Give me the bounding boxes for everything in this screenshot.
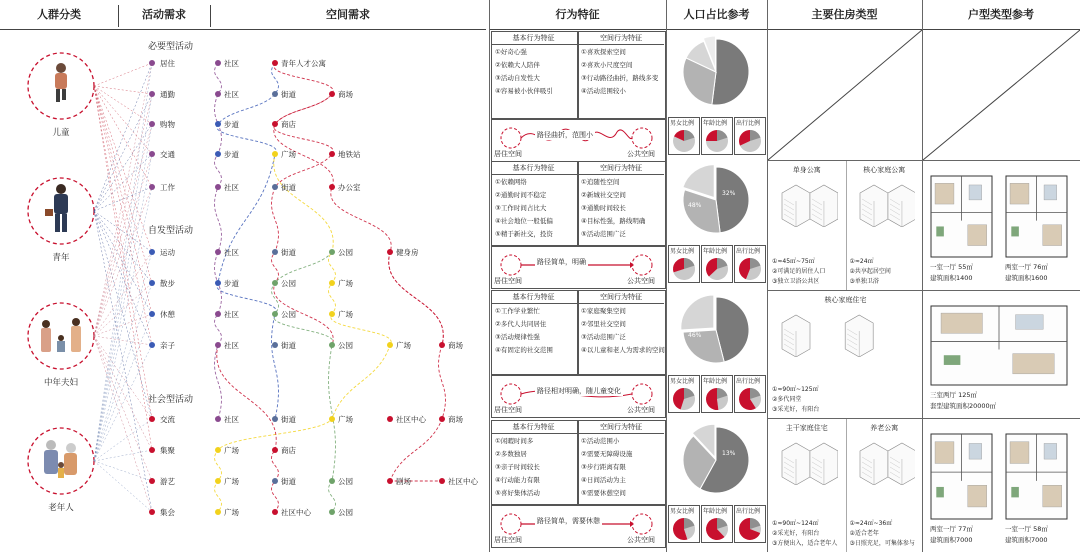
housing-axonometric bbox=[776, 177, 838, 227]
small-pie-label: 男女比例 bbox=[670, 120, 695, 127]
space-label: 社区中心 bbox=[281, 508, 311, 517]
crowd-activity-link bbox=[94, 94, 152, 461]
crowd-activity-link bbox=[94, 211, 152, 419]
space-dot bbox=[439, 342, 445, 348]
small-pie-label: 男女比例 bbox=[670, 378, 695, 385]
behavior-basic-item: ④社会地位一般低偏 bbox=[495, 217, 553, 225]
crowd-activity-link bbox=[94, 86, 152, 419]
space-label: 青年人才公寓 bbox=[281, 59, 326, 68]
housing-split bbox=[846, 419, 847, 552]
floor-plan bbox=[1005, 175, 1068, 258]
person-illustration bbox=[44, 440, 77, 478]
person-illustration bbox=[55, 63, 67, 102]
crowd-activity-link bbox=[94, 336, 152, 345]
crowd-activity-link bbox=[94, 63, 152, 461]
space-label: 商店 bbox=[281, 120, 296, 129]
space-dot bbox=[439, 416, 445, 422]
space-label: 街道 bbox=[281, 341, 296, 350]
space-label: 地铁站 bbox=[338, 150, 361, 159]
behavior-basic-item: ④有固定的社交范围 bbox=[495, 346, 553, 354]
crowd-activity-link bbox=[94, 336, 152, 419]
housing-note: ①≈24㎡ bbox=[849, 258, 874, 265]
activity-label-9: 交流 bbox=[160, 415, 175, 424]
unit-caption: 一室一厅 58㎡ bbox=[1005, 525, 1048, 533]
header-behavior: 行为特征 bbox=[555, 8, 600, 21]
space-dot bbox=[272, 509, 278, 515]
space-dot bbox=[215, 151, 221, 157]
path-text: 路径曲折，范围小 bbox=[537, 131, 593, 139]
housing-note: ②共享起居空间 bbox=[849, 268, 891, 275]
behavior-title-rule bbox=[491, 174, 664, 175]
behavior-title-rule bbox=[491, 44, 664, 45]
space-dot bbox=[215, 280, 221, 286]
behavior-basic-title: 基本行为特征 bbox=[512, 423, 555, 431]
space-flow-line bbox=[215, 154, 392, 512]
housing-split bbox=[846, 161, 847, 290]
crowd-activity-link bbox=[94, 154, 152, 336]
unit-caption: 一室一厅 55㎡ bbox=[930, 263, 973, 271]
space-label: 剧场 bbox=[396, 477, 411, 486]
space-label: 街道 bbox=[281, 248, 296, 257]
header-space: 空间需求 bbox=[326, 8, 370, 21]
housing-type-label: 养老公寓 bbox=[870, 424, 899, 432]
space-label: 广场 bbox=[338, 279, 353, 288]
unit-area: 建筑面积7000 bbox=[1005, 536, 1048, 544]
header-housing: 主要住房类型 bbox=[811, 8, 878, 21]
unit-area: 套型建筑面积20000㎡ bbox=[930, 402, 997, 410]
behavior-basic-item: ③亲子时间较长 bbox=[495, 463, 540, 471]
behavior-space-item: ③通勤时间较长 bbox=[581, 204, 626, 212]
activity-label-6: 散步 bbox=[160, 279, 175, 288]
behavior-basic-item: ①好奇心强 bbox=[495, 48, 527, 56]
behavior-basic-item: ①闲暇时间多 bbox=[495, 437, 534, 445]
housing-diagonals bbox=[768, 30, 1080, 160]
space-dot bbox=[272, 121, 278, 127]
space-dot bbox=[215, 249, 221, 255]
space-dot bbox=[329, 509, 335, 515]
small-pie-label: 出行比例 bbox=[736, 248, 761, 255]
housing-note: ③日照充足，可集体参与 bbox=[849, 540, 915, 547]
space-dot bbox=[329, 184, 335, 190]
behavior-space-title: 空间行为特征 bbox=[600, 34, 642, 42]
housing-type-label: 核心家庭住宅 bbox=[824, 296, 867, 304]
crowd-activity-link bbox=[94, 86, 152, 450]
path-to: 公共空间 bbox=[627, 150, 655, 158]
floor-plan bbox=[930, 305, 1068, 386]
activity-dot bbox=[149, 249, 155, 255]
behavior-space-item: ①喜欢探索空间 bbox=[581, 48, 626, 56]
space-dot bbox=[329, 416, 335, 422]
crowd-activity-link bbox=[94, 211, 152, 512]
space-label: 健身房 bbox=[396, 248, 419, 257]
crowd-activity-link bbox=[94, 124, 152, 461]
crowd-activity-link bbox=[94, 63, 152, 86]
unit-caption: 两室一厅 77㎡ bbox=[930, 525, 973, 533]
pie-percent-label: 13% bbox=[722, 450, 736, 457]
crowd-activity-link bbox=[94, 86, 152, 154]
path-from: 居住空间 bbox=[494, 150, 522, 158]
activity-label-10: 集聚 bbox=[160, 446, 175, 455]
header-crowd: 人群分类 bbox=[37, 8, 81, 21]
behavior-basic-item: ②多数独居 bbox=[495, 450, 527, 458]
crowd-activity-link bbox=[94, 94, 152, 211]
behavior-space-item: ①追随性空间 bbox=[581, 178, 620, 186]
floor-plan bbox=[1005, 433, 1068, 520]
behavior-space-title: 空间行为特征 bbox=[600, 293, 642, 301]
space-label: 社区中心 bbox=[448, 477, 478, 486]
activity-label-2: 购物 bbox=[160, 120, 175, 129]
space-label: 步道 bbox=[224, 150, 239, 159]
activity-dot bbox=[149, 280, 155, 286]
housing-type-label: 主干家庭住宅 bbox=[785, 424, 828, 432]
crowd-activity-link bbox=[94, 154, 152, 211]
behavior-basic-title: 基本行为特征 bbox=[512, 164, 555, 172]
behavior-basic-item: ①依赖网络 bbox=[495, 178, 527, 186]
behavior-basic-item: ⑤精于新社交，投资 bbox=[495, 230, 553, 238]
behavior-title-rule bbox=[491, 303, 664, 304]
crowd-activity-link bbox=[94, 336, 152, 512]
path-to: 公共空间 bbox=[627, 536, 655, 544]
crowd-activity-link bbox=[94, 336, 152, 450]
pie-percent-label: 32% bbox=[722, 190, 736, 197]
space-label: 商店 bbox=[281, 446, 296, 455]
space-label: 街道 bbox=[281, 415, 296, 424]
row-divider-3 bbox=[767, 418, 1080, 419]
behavior-basic-item: ②依赖大人陪伴 bbox=[495, 61, 540, 69]
behavior-basic-title: 基本行为特征 bbox=[512, 293, 555, 301]
space-label: 步道 bbox=[224, 120, 239, 129]
space-dot bbox=[329, 280, 335, 286]
space-dot bbox=[215, 478, 221, 484]
crowd-activity-link bbox=[94, 283, 152, 336]
unit-caption: 两室一厅 76㎡ bbox=[1005, 263, 1048, 271]
behavior-space-item: ③行动路径曲折，路线多变 bbox=[581, 74, 659, 82]
crowd-activity-link bbox=[94, 252, 152, 461]
space-dot bbox=[215, 447, 221, 453]
person-illustration bbox=[45, 184, 68, 232]
space-flow-line bbox=[217, 63, 279, 419]
activity-label-4: 工作 bbox=[160, 183, 175, 192]
pie-percent-label: 48% bbox=[688, 202, 702, 209]
small-pie-label: 年龄比例 bbox=[703, 248, 728, 255]
space-dot bbox=[215, 509, 221, 515]
space-label: 广场 bbox=[338, 415, 353, 424]
path-from: 居住空间 bbox=[494, 277, 522, 285]
space-dot bbox=[329, 91, 335, 97]
behavior-space-item: ③活动范围广泛 bbox=[581, 333, 626, 341]
behavior-basic-item: ③活动规律性强 bbox=[495, 333, 540, 341]
crowd-activity-link bbox=[94, 283, 152, 461]
activity-dot bbox=[149, 60, 155, 66]
network-diagram bbox=[0, 30, 489, 552]
floor-plan bbox=[930, 433, 993, 520]
small-pie-label: 年龄比例 bbox=[703, 378, 728, 385]
behavior-space-item: ②邻里社交空间 bbox=[581, 320, 626, 328]
person-label: 儿童 bbox=[52, 128, 70, 138]
space-label: 广场 bbox=[338, 310, 353, 319]
person-label: 老年人 bbox=[48, 503, 74, 513]
space-label: 广场 bbox=[224, 477, 239, 486]
space-label: 社区 bbox=[224, 248, 239, 257]
small-pie-label: 年龄比例 bbox=[703, 508, 728, 515]
space-label: 公园 bbox=[338, 508, 353, 517]
space-dot bbox=[215, 91, 221, 97]
activity-label-5: 运动 bbox=[160, 248, 175, 257]
person-label: 中年夫妇 bbox=[43, 378, 78, 388]
housing-note: ②可满足的居住人口 bbox=[772, 268, 826, 275]
housing-note: ①≈90㎡~124㎡ bbox=[772, 520, 819, 527]
behavior-basic-item: ③活动自发性大 bbox=[495, 74, 540, 82]
activity-dot bbox=[149, 342, 155, 348]
housing-note: ②适合老年 bbox=[849, 530, 879, 537]
activity-label-7: 休憩 bbox=[160, 310, 175, 319]
space-label: 公园 bbox=[338, 248, 353, 257]
crowd-activity-link bbox=[94, 314, 152, 461]
space-dot bbox=[215, 342, 221, 348]
space-label: 社区 bbox=[224, 341, 239, 350]
group-necessary: 必要型活动 bbox=[148, 42, 194, 52]
space-dot bbox=[272, 151, 278, 157]
space-label: 办公室 bbox=[338, 183, 361, 192]
floor-plan bbox=[930, 175, 993, 258]
space-label: 社区 bbox=[224, 183, 239, 192]
crowd-activity-link bbox=[94, 211, 152, 283]
space-flow-line bbox=[272, 252, 336, 512]
population-pie-slice bbox=[712, 39, 749, 105]
person-label: 青年 bbox=[52, 253, 70, 263]
space-dot bbox=[215, 416, 221, 422]
population-pies bbox=[667, 30, 767, 552]
header-unit: 户型类型参考 bbox=[968, 8, 1034, 21]
behavior-space-title: 空间行为特征 bbox=[600, 423, 642, 431]
pie-percent-label: 46% bbox=[688, 332, 702, 339]
behavior-basic-item: ④行动能力有限 bbox=[495, 476, 540, 484]
housing-note: ③单独卫浴 bbox=[849, 278, 879, 285]
space-label: 街道 bbox=[281, 477, 296, 486]
behavior-space-item: ④活动范围较小 bbox=[581, 87, 626, 95]
space-label: 公园 bbox=[338, 341, 353, 350]
space-label: 步道 bbox=[224, 279, 239, 288]
space-dot bbox=[215, 121, 221, 127]
path-to: 公共空间 bbox=[627, 277, 655, 285]
space-dot bbox=[439, 478, 445, 484]
activity-dot bbox=[149, 447, 155, 453]
space-dot bbox=[329, 478, 335, 484]
behavior-space-item: ④以儿童和老人为需求的空间 bbox=[581, 346, 665, 354]
housing-note: ③独立卫浴公共区 bbox=[772, 278, 820, 285]
space-dot bbox=[272, 478, 278, 484]
space-label: 社区 bbox=[224, 310, 239, 319]
space-dot bbox=[329, 151, 335, 157]
behavior-basic-item: ③工作时间占比大 bbox=[495, 204, 547, 212]
space-label: 公园 bbox=[338, 477, 353, 486]
space-dot bbox=[387, 342, 393, 348]
small-pie-label: 男女比例 bbox=[670, 248, 695, 255]
population-pie-slice bbox=[716, 167, 749, 233]
space-label: 公园 bbox=[281, 310, 296, 319]
small-pie-label: 出行比例 bbox=[736, 120, 761, 127]
behavior-space-item: ①活动范围小 bbox=[581, 437, 620, 445]
housing-note: ②采光好，有阳台 bbox=[772, 530, 820, 537]
crowd-activity-link bbox=[94, 86, 152, 94]
unit-area: 建筑面积1600 bbox=[1005, 274, 1048, 282]
person-illustration bbox=[41, 318, 81, 352]
behavior-space-item: ②新城社交空间 bbox=[581, 191, 626, 199]
space-flow-line bbox=[274, 63, 444, 345]
activity-label-11: 游艺 bbox=[160, 477, 175, 486]
space-flow-line bbox=[389, 252, 446, 481]
path-to: 公共空间 bbox=[627, 406, 655, 414]
space-dot bbox=[272, 91, 278, 97]
space-label: 广场 bbox=[281, 150, 296, 159]
space-label: 公园 bbox=[281, 279, 296, 288]
space-dot bbox=[387, 478, 393, 484]
activity-dot bbox=[149, 509, 155, 515]
housing-note: ①≈90㎡~125㎡ bbox=[772, 386, 819, 393]
behavior-space-item: ②喜欢小尺度空间 bbox=[581, 61, 633, 69]
person-circle bbox=[28, 428, 94, 494]
crowd-activity-link bbox=[94, 124, 152, 211]
space-label: 街道 bbox=[281, 183, 296, 192]
housing-type-label: 核心家庭公寓 bbox=[863, 166, 906, 174]
space-dot bbox=[272, 60, 278, 66]
population-pie-slice bbox=[681, 295, 714, 330]
space-label: 商场 bbox=[448, 415, 463, 424]
behavior-space-item: ②需要无障碍设施 bbox=[581, 450, 633, 458]
path-from: 居住空间 bbox=[494, 536, 522, 544]
space-dot bbox=[329, 311, 335, 317]
row-divider-1 bbox=[767, 160, 1080, 161]
group-spontaneous: 自发型活动 bbox=[148, 226, 194, 236]
crowd-activity-link bbox=[94, 94, 152, 336]
crowd-activity-link bbox=[94, 461, 152, 481]
behavior-basic-item: ②通勤时间不稳定 bbox=[495, 191, 547, 199]
header-divider-1 bbox=[118, 5, 119, 27]
small-pie-label: 出行比例 bbox=[736, 378, 761, 385]
behavior-space-item: ⑤需要休憩空间 bbox=[581, 489, 626, 497]
behavior-space-item: ③步行距离有限 bbox=[581, 463, 626, 471]
space-dot bbox=[272, 447, 278, 453]
activity-label-1: 通勤 bbox=[160, 90, 175, 99]
space-label: 商场 bbox=[338, 90, 353, 99]
behavior-basic-item: ⑤喜好集体活动 bbox=[495, 489, 540, 497]
crowd-activity-link bbox=[94, 187, 152, 461]
activity-label-0: 居住 bbox=[160, 59, 175, 68]
small-pie-label: 年龄比例 bbox=[703, 120, 728, 127]
behavior-space-item: ④目标性强，路线明确 bbox=[581, 217, 646, 225]
activity-dot bbox=[149, 478, 155, 484]
space-label: 商场 bbox=[448, 341, 463, 350]
unit-area: 建筑面积7000 bbox=[930, 536, 973, 544]
behavior-space-item: ④日间活动为主 bbox=[581, 476, 626, 484]
column-divider-behavior bbox=[489, 0, 490, 552]
space-dot bbox=[215, 184, 221, 190]
space-label: 社区 bbox=[224, 415, 239, 424]
housing-type-label: 单身公寓 bbox=[792, 166, 821, 174]
housing-note: ③方便出入，适合老年人 bbox=[772, 540, 838, 547]
space-label: 社区中心 bbox=[396, 415, 426, 424]
housing-axonometric bbox=[854, 177, 916, 227]
housing-axonometric bbox=[776, 435, 838, 485]
housing-note: ③采光好，有阳台 bbox=[772, 406, 820, 413]
crowd-activity-link bbox=[94, 211, 152, 252]
space-dot bbox=[272, 342, 278, 348]
path-text: 路径简单，需要休憩 bbox=[537, 517, 600, 525]
behavior-space-item: ①家庭聚集空间 bbox=[581, 307, 626, 315]
space-dot bbox=[215, 311, 221, 317]
unit-area: 建筑面积1400 bbox=[930, 274, 973, 282]
activity-dot bbox=[149, 311, 155, 317]
activity-dot bbox=[149, 91, 155, 97]
space-dot bbox=[272, 249, 278, 255]
activity-label-3: 交通 bbox=[160, 150, 175, 159]
path-text: 路径简单，明确 bbox=[537, 258, 586, 266]
header-population: 人口占比参考 bbox=[683, 8, 750, 21]
activity-dot bbox=[149, 416, 155, 422]
housing-note: ①≈45㎡~75㎡ bbox=[772, 258, 815, 265]
crowd-activity-link bbox=[94, 86, 152, 345]
space-label: 街道 bbox=[281, 90, 296, 99]
crowd-activity-link bbox=[94, 461, 152, 512]
behavior-space-title: 空间行为特征 bbox=[600, 164, 642, 172]
space-dot bbox=[272, 280, 278, 286]
header-divider-2 bbox=[210, 5, 211, 27]
behavior-basic-title: 基本行为特征 bbox=[512, 34, 555, 42]
unit-caption: 三室两厅 125㎡ bbox=[930, 391, 977, 399]
behavior-basic-item: ④容易被小伙伴吸引 bbox=[495, 87, 553, 95]
housing-axonometric bbox=[776, 307, 915, 357]
space-dot bbox=[329, 342, 335, 348]
housing-axonometric bbox=[854, 435, 916, 485]
space-label: 社区 bbox=[224, 90, 239, 99]
activity-label-12: 集会 bbox=[160, 508, 175, 517]
behavior-title-rule bbox=[491, 433, 664, 434]
space-label: 社区 bbox=[224, 59, 239, 68]
crowd-activity-link bbox=[94, 419, 152, 461]
row-divider-2 bbox=[767, 290, 1080, 291]
housing-note: ①≈24㎡~36㎡ bbox=[849, 520, 893, 527]
crowd-activity-link bbox=[94, 124, 152, 336]
space-dot bbox=[272, 311, 278, 317]
header-activity: 活动需求 bbox=[142, 8, 186, 21]
space-label: 广场 bbox=[224, 446, 239, 455]
activity-dot bbox=[149, 121, 155, 127]
path-text: 路径相对明确，随儿童变化 bbox=[537, 387, 621, 395]
behavior-basic-item: ①工作学业繁忙 bbox=[495, 307, 540, 315]
crowd-activity-link bbox=[94, 86, 152, 252]
space-dot bbox=[272, 184, 278, 190]
behavior-basic-item: ②多代人共同居住 bbox=[495, 320, 547, 328]
group-social: 社会型活动 bbox=[148, 395, 194, 405]
space-dot bbox=[329, 249, 335, 255]
activity-dot bbox=[149, 151, 155, 157]
space-dot bbox=[215, 60, 221, 66]
space-dot bbox=[387, 416, 393, 422]
space-label: 广场 bbox=[224, 508, 239, 517]
small-pie-label: 男女比例 bbox=[670, 508, 695, 515]
space-dot bbox=[387, 249, 393, 255]
space-dot bbox=[272, 416, 278, 422]
activity-label-8: 亲子 bbox=[160, 341, 175, 350]
housing-note: ②多代同堂 bbox=[772, 396, 802, 403]
behavior-space-item: ⑤活动范围广泛 bbox=[581, 230, 626, 238]
path-from: 居住空间 bbox=[494, 406, 522, 414]
crowd-activity-link bbox=[94, 86, 152, 187]
small-pie-label: 出行比例 bbox=[736, 508, 761, 515]
space-label: 广场 bbox=[396, 341, 411, 350]
activity-dot bbox=[149, 184, 155, 190]
